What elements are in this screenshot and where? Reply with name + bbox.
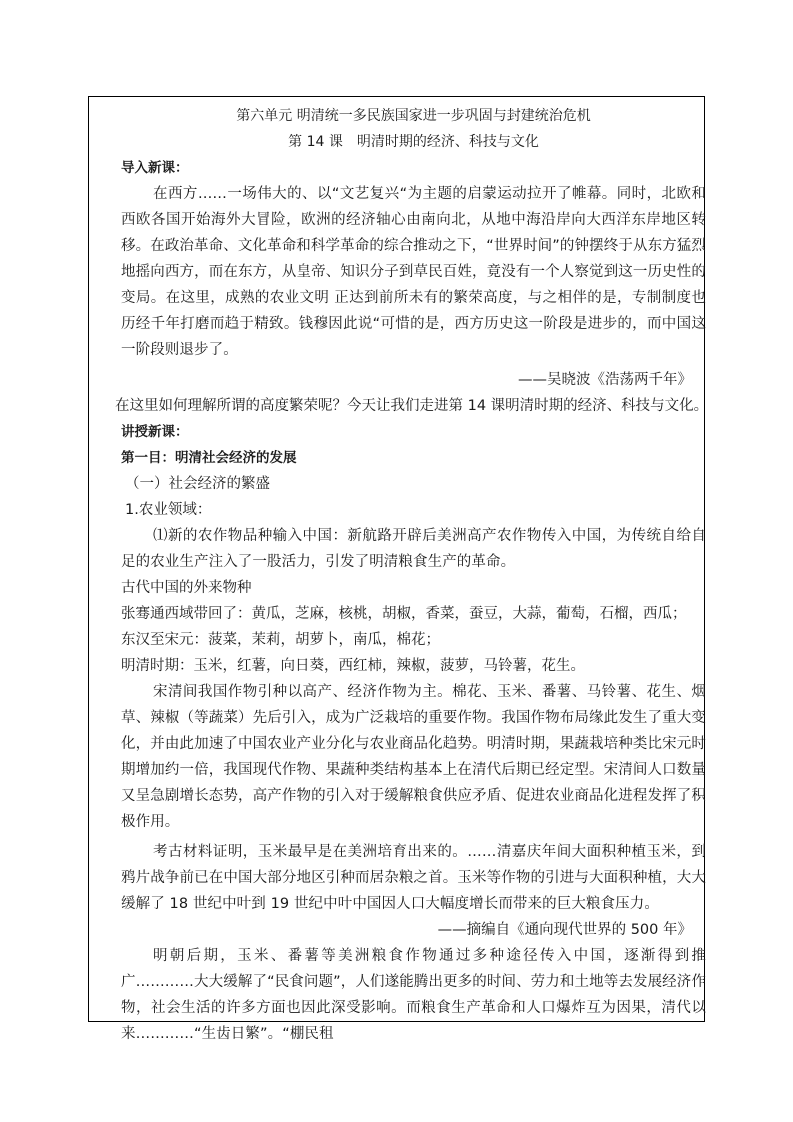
subsection1-heading: （一）社会经济的繁盛 <box>125 476 270 492</box>
foreign-species-song: 东汉至宋元：菠菜，茉莉，胡萝卜，南瓜，棉花； <box>121 632 440 648</box>
intro-paragraph: 在西方……一场伟大的、以“文艺复兴“为主题的启蒙运动拉开了帷幕。同时，北欧和西欧各国开始海外大冒险，欧洲的经济轴心由南向北，从地中海沿岸向大西洋东岸地区转移。在政治革命、文化革命和科学革命的综合推动之下，“世界时间”的钟摆终于从东方猛烈地摇向西方，而在东方，从皇帝、知识分子到草民百姓，竟没有一个人察觉到这一历史性的变局。在这里，成熟的农业文明 正达到前所未有的繁荣高度，与之相伴的是，专制制度也历经千年打磨而趋于精致。钱穆因此说“可惜的是，西方历史这一阶段是进步的，而中国这一阶段则退步了。 <box>121 186 706 358</box>
crops-paragraph: 宋清间我国作物引种以高产、经济作物为主。棉花、玉米、番薯、马铃薯、花生、烟草、辣椒（等蔬菜）先后引入，成为广泛栽培的重要作物。我国作物布局缘此发生了重大变化，并由此加速了中国农业产业分化与农业商品化趋势。明清时期，果蔬栽培种类比宋元时期增加约一倍，我国现代作物、果蔬种类结构基本上在清代后期已经定型。宋清间人口数量又呈急剧增长态势，高产作物的引入对于缓解粮食供应矛盾、促进农业商品化进程发挥了积极作用。 <box>121 684 706 830</box>
intro-heading: 导入新课： <box>121 160 189 176</box>
intro-source: ——吴晓波《浩荡两千年》 <box>518 372 692 388</box>
intro-question: 在这里如何理解所谓的高度繁荣呢？今天让我们走进第 14 课明清时期的经济、科技与文化。 <box>115 398 709 414</box>
unit-title: 第六单元 明清统一多民族国家进一步巩固与封建统治危机 <box>236 108 591 124</box>
section1-heading: 第一目：明清社会经济的发展 <box>121 450 297 466</box>
foreign-species-ming: 明清时期：玉米，红薯，向日葵，西红柿，辣椒，菠萝，马铃薯，花生。 <box>121 658 585 674</box>
point1-heading: 1.农业领域： <box>125 502 212 518</box>
late-ming-paragraph: 明朝后期，玉米、番薯等美洲粮食作物通过多种途径传入中国，逐渐得到推广…………大大缓解了“民食问题”，人们遂能腾出更多的时间、劳力和土地等去发展经济作物，社会生活的许多方面也因此深受影响。而粮食生产革命和人口爆炸互为因果，清代以来…………“生齿日繁”。“棚民租 <box>121 948 706 1042</box>
document-frame <box>88 96 709 1042</box>
lesson-title: 第 14 课 明清时期的经济、科技与文化 <box>288 134 539 150</box>
lecture-heading: 讲授新课： <box>121 424 189 440</box>
foreign-species-heading: 古代中国的外来物种 <box>121 580 252 596</box>
item1-paragraph: ⑴新的农作物品种输入中国：新航路开辟后美洲高产农作物传入中国，为传统自给自足的农业生产注入了一股活力，引发了明清粮食生产的革命。 <box>121 528 706 570</box>
corn-source: ——摘编自《通向现代世界的 500 年》 <box>437 922 692 938</box>
document-content <box>115 103 709 1047</box>
foreign-species-han: 张骞通西域带回了：黄瓜，芝麻，核桃，胡椒，香菜，蚕豆，大蒜，葡萄，石榴，西瓜； <box>121 606 687 622</box>
corn-paragraph: 考古材料证明，玉米最早是在美洲培育出来的。……清嘉庆年间大面积种植玉米，到鸦片战争前已在中国大部分地区引种而居杂粮之首。玉米等作物的引进与大面积种植，大大缓解了 18 世纪中叶到 19 世纪中叶中国因人口大幅度增长而带来的巨大粮食压力。 <box>121 844 706 912</box>
